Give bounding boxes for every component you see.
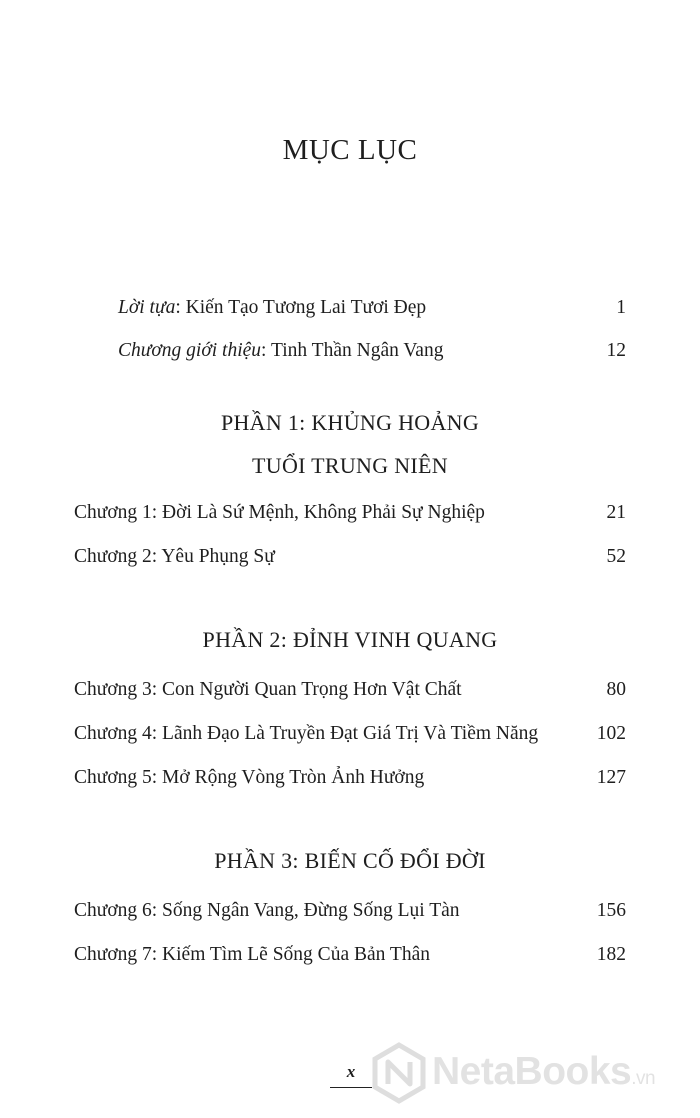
part-1-heading-line-2: TUỔI TRUNG NIÊN	[252, 453, 448, 478]
folio-rule	[330, 1087, 372, 1088]
toc-entry-label: Chương 1: Đời Là Sứ Mệnh, Không Phải Sự Nghiệp	[74, 502, 485, 523]
toc-entry-label: Chương 5: Mở Rộng Vòng Tròn Ảnh Hưởng	[74, 767, 425, 788]
toc-entry-prefix: Lời tựa	[118, 297, 176, 318]
toc-entry-label: Chương 2: Yêu Phụng Sự	[74, 546, 275, 567]
watermark-brand: NetaBooks	[432, 1050, 632, 1093]
toc-entry-page: 12	[606, 340, 626, 361]
part-3-heading: PHẦN 3: BIẾN CỐ ĐỔI ĐỜI	[214, 848, 486, 873]
toc-entry-chapter-6[interactable]	[74, 896, 626, 926]
toc-entry-label: Chương 4: Lãnh Đạo Là Truyền Đạt Giá Trị Và Tiềm Năng	[74, 723, 539, 744]
toc-entry-introduction[interactable]	[118, 336, 626, 366]
part-2-heading: PHẦN 2: ĐỈNH VINH QUANG	[202, 627, 498, 652]
toc-entry-chapter-4[interactable]	[74, 719, 626, 749]
toc-entry-label	[118, 336, 443, 366]
toc-entry-chapter-7[interactable]	[74, 940, 626, 970]
toc-entry-prefix: Chương giới thiệu	[118, 340, 262, 361]
toc-entry-title: Kiến Tạo Tương Lai Tươi Đẹp	[185, 297, 427, 318]
netabooks-logo-icon	[368, 1042, 430, 1104]
watermark-text	[432, 1050, 655, 1094]
watermark-tld: .vn	[631, 1068, 656, 1089]
toc-entry-label: Chương 3: Con Người Quan Trọng Hơn Vật Chất	[74, 679, 462, 700]
toc-entry-preface[interactable]	[118, 293, 626, 323]
page-title: MỤC LỤC	[282, 134, 418, 166]
toc-entry-page: 102	[596, 723, 626, 744]
toc-entry-page: 182	[596, 944, 626, 965]
toc-entry-label	[118, 293, 426, 323]
toc-entry-chapter-2[interactable]	[74, 542, 626, 572]
toc-entry-page: 127	[596, 767, 626, 788]
watermark	[368, 1040, 700, 1110]
toc-entry-page: 156	[596, 900, 626, 921]
toc-entry-label: Chương 7: Kiếm Tìm Lẽ Sống Của Bản Thân	[74, 944, 430, 965]
toc-entry-chapter-5[interactable]	[74, 763, 626, 793]
toc-entry-label: Chương 6: Sống Ngân Vang, Đừng Sống Lụi Tàn	[74, 900, 460, 921]
toc-entry-page: 52	[606, 546, 626, 567]
toc-entry-page: 1	[616, 297, 626, 318]
part-1-heading-line-1: PHẦN 1: KHỦNG HOẢNG	[220, 410, 480, 435]
toc-entry-title: Tinh Thần Ngân Vang	[271, 340, 444, 361]
toc-entry-chapter-1[interactable]	[74, 498, 626, 528]
toc-entry-page: 21	[606, 502, 626, 523]
page-folio: x	[346, 1062, 356, 1081]
toc-entry-chapter-3[interactable]	[74, 675, 626, 705]
toc-entry-separator: :	[175, 297, 186, 318]
toc-entry-page: 80	[606, 679, 626, 700]
toc-entry-separator: :	[261, 340, 271, 361]
